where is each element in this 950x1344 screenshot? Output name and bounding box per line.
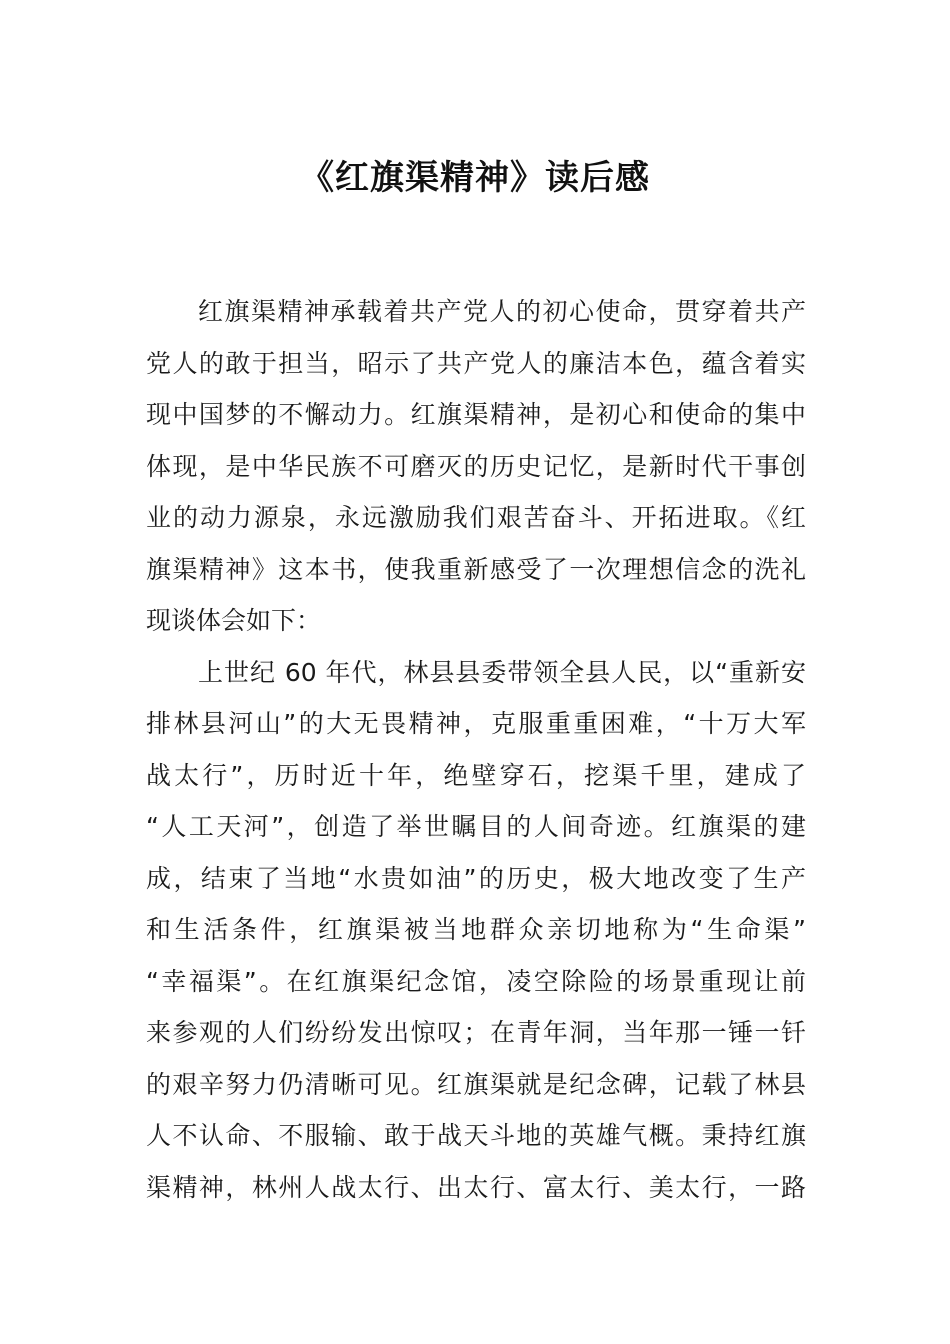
paragraph-2-line-6: 和生活条件，红旗渠被当地群众亲切地称为“生命渠” [146,915,806,944]
paragraph-2-line-7: “幸福渠”。在红旗渠纪念馆，凌空除险的场景重现让前 [146,966,806,996]
paragraph-2-line-10: 人不认命、不服输、敢于战天斗地的英雄气概。秉持红旗 [146,1121,806,1150]
paragraph-1-line-7: 现谈体会如下： [146,606,322,635]
paragraph-1-line-4: 体现，是中华民族不可磨灭的历史记忆，是新时代干事创 [146,451,806,481]
document-body [146,286,806,1213]
paragraph-2-line-9: 的艰辛努力仍清晰可见。红旗渠就是纪念碑，记载了林县 [146,1069,806,1099]
paragraph-2-line-2: 排林县河山”的大无畏精神，克服重重困难，“十万大军 [146,709,806,738]
paragraph-1-line-6: 旗渠精神》这本书，使我重新感受了一次理想信念的洗礼 [146,554,806,584]
paragraph-1-line-3: 现中国梦的不懈动力。红旗渠精神，是初心和使命的集中 [146,400,806,429]
page-title: 《红旗渠精神》读后感 [300,158,650,198]
paragraph-2-line-5: 成，结束了当地“水贵如油”的历史，极大地改变了生产 [146,863,806,893]
paragraph-1-line-5: 业的动力源泉，永远激励我们艰苦奋斗、开拓进取。《红 [146,503,806,532]
paragraph-2-line-3: 战太行”，历时近十年，绝壁穿石，挖渠千里，建成了 [146,760,806,790]
paragraph-2-line-1: 上世纪 60 年代，林县县委带领全县人民，以“重新安 [198,657,806,687]
paragraph-1-line-1: 红旗渠精神承载着共产党人的初心使命，贯穿着共产 [198,297,806,326]
paragraph-1-line-2: 党人的敢于担当，昭示了共产党人的廉洁本色，蕴含着实 [146,348,806,378]
paragraph-2-line-8: 来参观的人们纷纷发出惊叹；在青年洞，当年那一锤一钎 [146,1018,806,1047]
paragraph-2-line-11: 渠精神，林州人战太行、出太行、富太行、美太行，一路 [146,1172,806,1202]
paragraph-2-line-4: “人工天河”，创造了举世瞩目的人间奇迹。红旗渠的建 [146,812,806,841]
